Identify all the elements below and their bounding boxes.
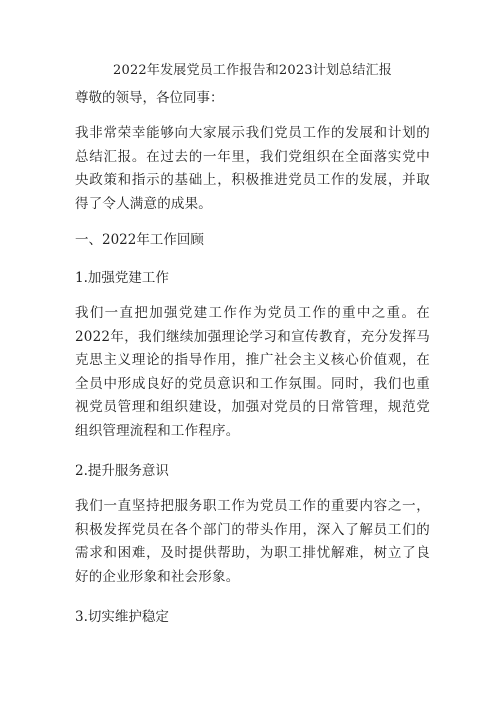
- greeting-line: 尊敬的领导，各位同事：: [75, 90, 224, 106]
- item-heading-service: 2.提升服务意识: [75, 463, 169, 479]
- document-page: [0, 62, 502, 711]
- item-heading-party-building: 1.加强党建工作: [75, 270, 169, 286]
- intro-paragraph: 我非常荣幸能够向大家展示我们党员工作的发展和计划的总结汇报。在过去的一年里，我们党组织在全面落实党中央政策和指示的基础上，积极推进党员工作的发展，并取得了令人满意的成果。: [75, 125, 430, 212]
- item-heading-stability: 3.切实维护稳定: [75, 609, 169, 625]
- section-heading-review: 一、2022年工作回顾: [75, 232, 204, 248]
- document-title: 2022年发展党员工作报告和2023计划总结汇报: [113, 63, 392, 78]
- item-body-service: 我们一直坚持把服务职工作为党员工作的重要内容之一，积极发挥党员在各个部门的带头作用，深入了解员工们的需求和困难，及时提供帮助，为职工排忧解难，树立了良好的企业形象和社会形象。: [75, 498, 430, 585]
- item-body-party-building: 我们一直把加强党建工作作为党员工作的重中之重。在2022年，我们继续加强理论学习和宣传教育，充分发挥马克思主义理论的指导作用，推广社会主义核心价值观，在全员中形成良好的党员意识和工作氛围。同时，我们也重视党员管理和组织建设，加强对党员的日常管理，规范党组织管理流程和工作程序。: [75, 305, 430, 439]
